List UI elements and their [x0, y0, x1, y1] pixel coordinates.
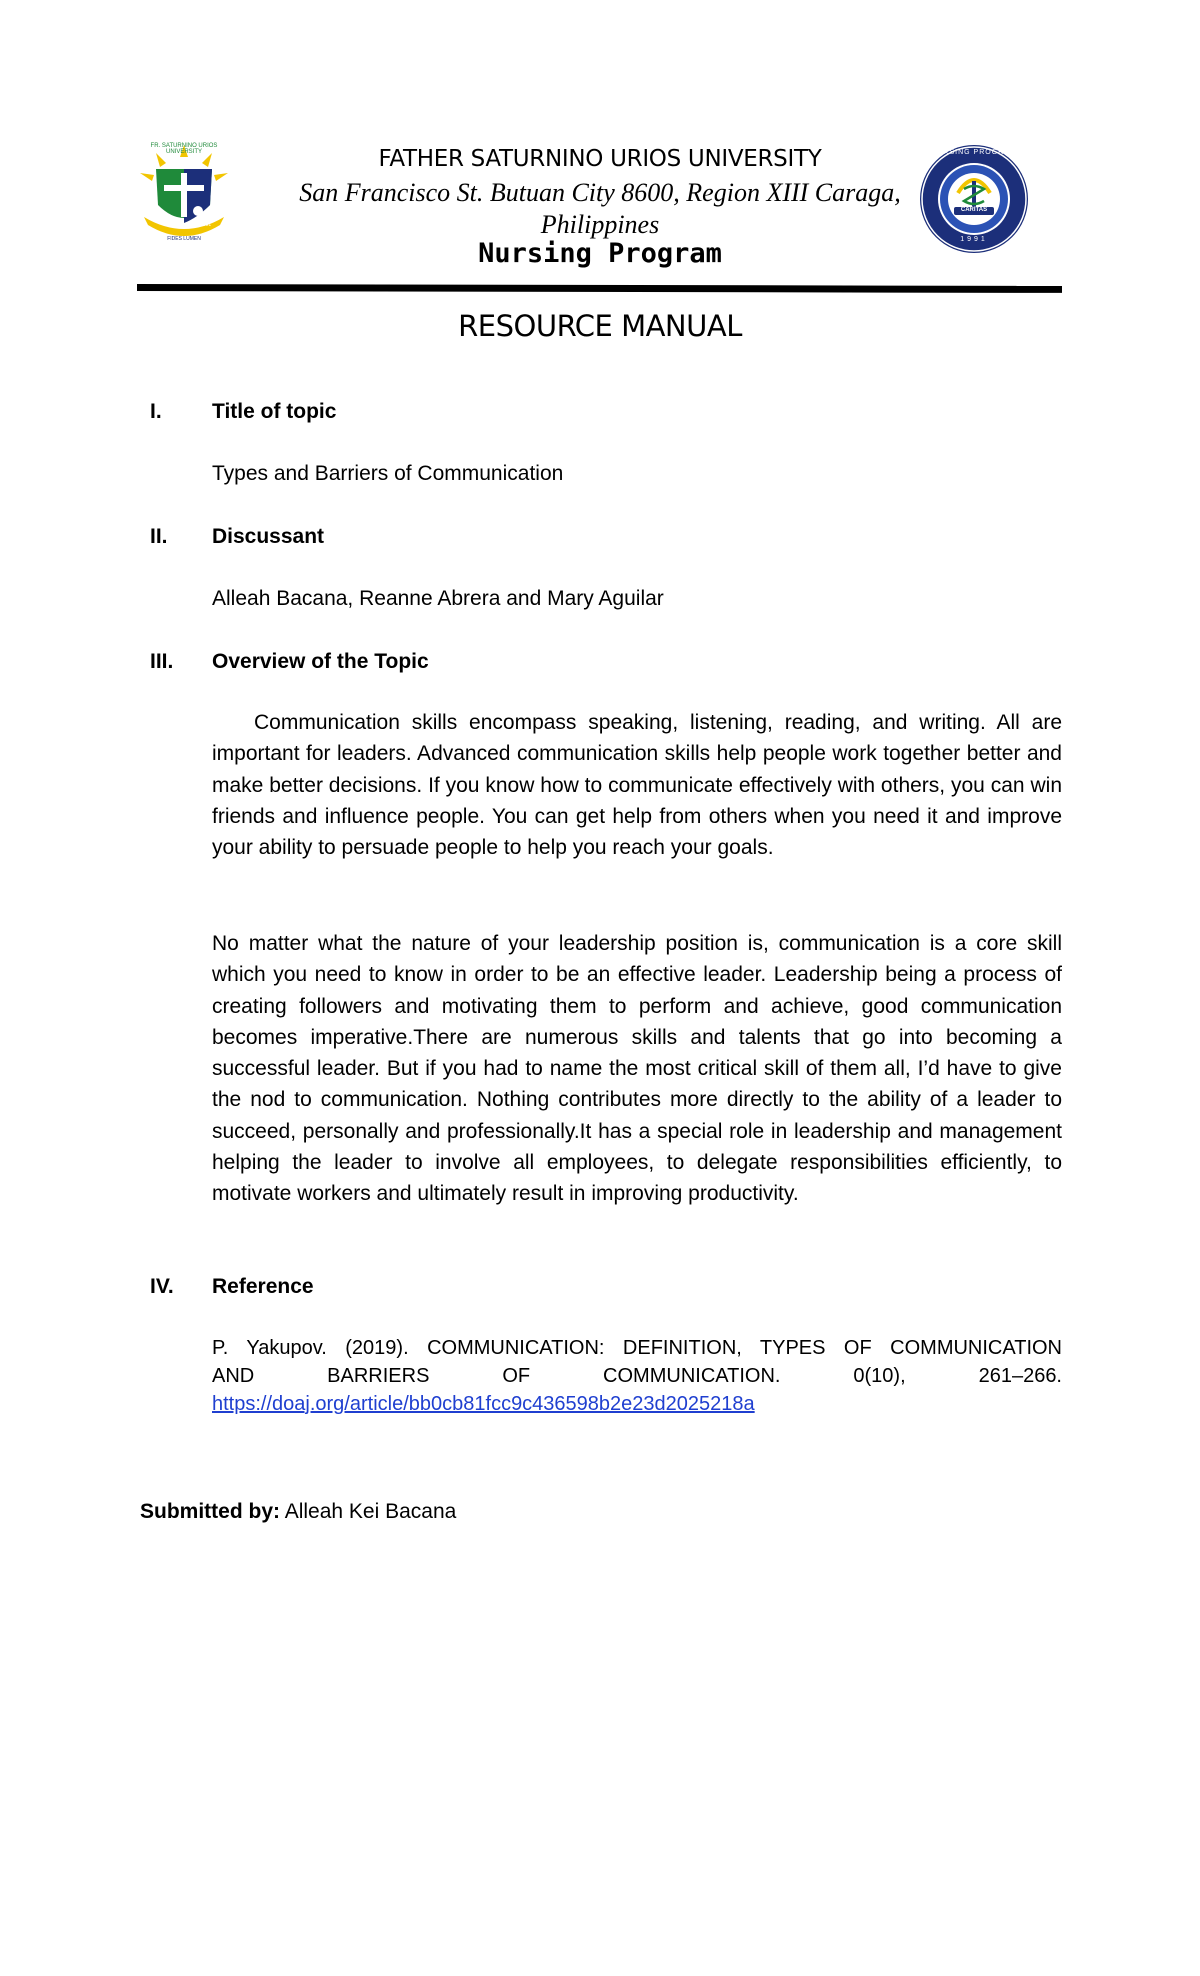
submitted-label: Submitted by:: [140, 1500, 280, 1523]
section-heading: Reference: [212, 1275, 314, 1298]
section-numeral: I.: [150, 400, 162, 423]
document-title: RESOURCE MANUAL: [458, 309, 742, 343]
right-logo-banner: CARITAS: [960, 207, 988, 213]
section-numeral: IV.: [150, 1275, 174, 1298]
program-name: Nursing Program: [478, 238, 722, 269]
citation-line: AND BARRIERS OF COMMUNICATION. 0(10), 261–266.: [212, 1365, 1062, 1387]
reference-link[interactable]: https://doaj.org/article/bb0cb81fcc9c436598b2e23d2025218a: [212, 1393, 755, 1415]
overview-paragraph: No matter what the nature of your leadership position is, communication is a core skill which you need to know in order to be an effective leader. Leadership being a process of creating followers and motivating them to perform and achieve, good communication becomes imperative.There are numerous skills and talents that go into becoming a successful leader. But if you had to name the most critical skill of them all, I’d have to give the nod to communication. Nothing contributes more directly to the ability of a leader to succeed, personally and professionally.It has a special role in leadership and management helping the leader to involve all employees, to delegate responsibilities efficiently, to motivate workers and ultimately result in improving productivity.: [212, 932, 1062, 1206]
section-numeral: II.: [150, 525, 168, 548]
submitted-name: Alleah Kei Bacana: [284, 1500, 457, 1523]
submitted-by: [140, 1500, 456, 1524]
right-logo-arc-text: NURSING PROGRAM: [931, 149, 1017, 156]
section-numeral: III.: [150, 650, 174, 673]
university-name: FATHER SATURNINO URIOS UNIVERSITY: [378, 146, 822, 172]
left-logo-year: 1901: [200, 222, 212, 228]
section-content: Types and Barriers of Communication: [212, 462, 564, 485]
section-heading: Discussant: [212, 525, 325, 548]
reference-citation: [212, 1334, 1062, 1418]
section-heading: Title of topic: [212, 400, 337, 423]
header-divider: [137, 284, 1062, 293]
right-logo-year: 1991: [960, 236, 988, 243]
left-logo-motto: FIDES LUMEN: [167, 236, 201, 242]
overview-paragraph: Communication skills encompass speaking, listening, reading, and writing. All are important for leaders. Advanced communication skills help people work together better and make better decisions. If you know how to communicate effectively with others, you can win friends and influence people. You can get help from others when you need it and improve your ability to persuade people to help you reach your goals.: [212, 711, 1062, 860]
section-heading: Overview of the Topic: [212, 650, 429, 673]
section-content: Alleah Bacana, Reanne Abrera and Mary Aguilar: [212, 587, 664, 610]
left-logo-arc-text: FR. SATURNINO URIOS UNIVERSITY: [150, 143, 218, 155]
citation-line: P. Yakupov. (2019). COMMUNICATION: DEFINITION, TYPES OF COMMUNICATION: [212, 1337, 1062, 1359]
university-address: San Francisco St. Butuan City 8600, Region XIII Caraga, Philippines: [299, 178, 901, 239]
